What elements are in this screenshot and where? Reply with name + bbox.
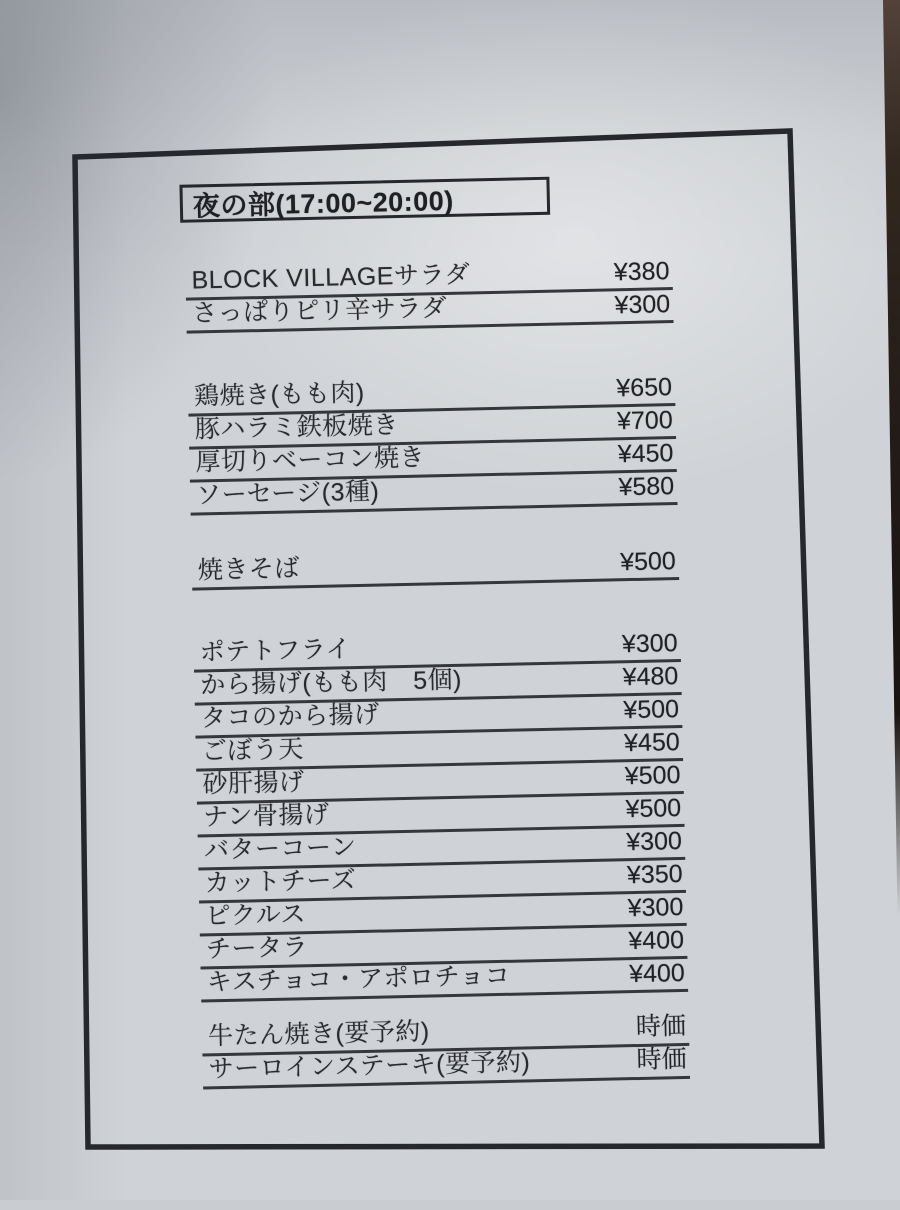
- menu-item-price: ¥580: [618, 472, 675, 502]
- menu-item-price: ¥300: [625, 826, 683, 857]
- menu-item-price: ¥700: [616, 406, 673, 436]
- menu-item-price: ¥400: [628, 925, 685, 956]
- menu-item-name: から揚げ(もも肉 5個): [200, 665, 463, 700]
- menu-item-name: 豚ハラミ鉄板焼き: [194, 411, 400, 444]
- menu-item-row: [201, 959, 689, 1003]
- menu-section-reservation: [202, 1013, 690, 1090]
- menu-item-name: カットチーズ: [204, 866, 357, 898]
- menu-item-price: ¥650: [616, 373, 673, 403]
- menu-item-name: タコのから揚げ: [200, 700, 380, 733]
- menu-section-grilled: [188, 373, 678, 516]
- menu-section-noodles: [192, 547, 680, 591]
- menu-title: 夜の部(17:00~20:00): [192, 185, 455, 222]
- menu-item-price: ¥300: [627, 892, 684, 923]
- menu-section-snacks: [193, 629, 688, 1003]
- menu-item-row: [186, 290, 674, 334]
- menu-item-price: ¥400: [628, 958, 686, 989]
- menu-item-name: 鶏焼き(もも肉): [193, 378, 365, 411]
- menu-item-row: [192, 547, 680, 591]
- menu-item-name: ポテトフライ: [199, 635, 352, 667]
- menu-item-price: 時価: [635, 1011, 687, 1042]
- menu-item-name: バターコーン: [203, 833, 357, 865]
- menu-item-price: ¥300: [621, 629, 678, 659]
- menu-item-name: BLOCK VILLAGEサラダ: [191, 260, 471, 295]
- menu-item-name: キスチョコ・アポロチョコ: [206, 961, 511, 997]
- menu-item-price: 時価: [636, 1044, 687, 1075]
- menu-item-name: さっぱりピリ辛サラダ: [191, 293, 448, 328]
- menu-title-box: [179, 177, 550, 223]
- menu-item-name: ピクルス: [205, 900, 307, 931]
- menu-item-name: ナン骨揚げ: [202, 800, 330, 832]
- menu-item-price: ¥380: [613, 257, 670, 287]
- menu-item-row: [190, 472, 678, 516]
- menu-item-name: 厚切りベーコン焼き: [195, 443, 426, 477]
- menu-item-price: ¥500: [619, 547, 677, 577]
- menu-item-price: ¥350: [626, 859, 683, 890]
- menu-item-name: サーロインステーキ(要予約): [208, 1048, 531, 1084]
- menu-item-name: 牛たん焼き(要予約): [207, 1017, 430, 1051]
- menu-item-row: [202, 1046, 690, 1090]
- menu-item-price: ¥450: [617, 439, 674, 469]
- menu-item-name: 焼きそば: [197, 554, 301, 585]
- menu-item-price: ¥480: [622, 662, 679, 692]
- menu-item-price: ¥500: [623, 695, 680, 725]
- menu-item-price: ¥500: [625, 794, 682, 824]
- menu-item-name: 砂肝揚げ: [202, 768, 305, 799]
- menu-item-price: ¥450: [623, 728, 681, 758]
- menu-section-salads: [185, 257, 673, 334]
- menu-item-price: ¥300: [614, 290, 671, 320]
- menu-item-price: ¥500: [624, 761, 681, 791]
- menu-item-name: ソーセージ(3種): [195, 477, 380, 510]
- menu-item-name: ごぼう天: [201, 735, 305, 766]
- menu-item-name: チータラ: [205, 933, 309, 964]
